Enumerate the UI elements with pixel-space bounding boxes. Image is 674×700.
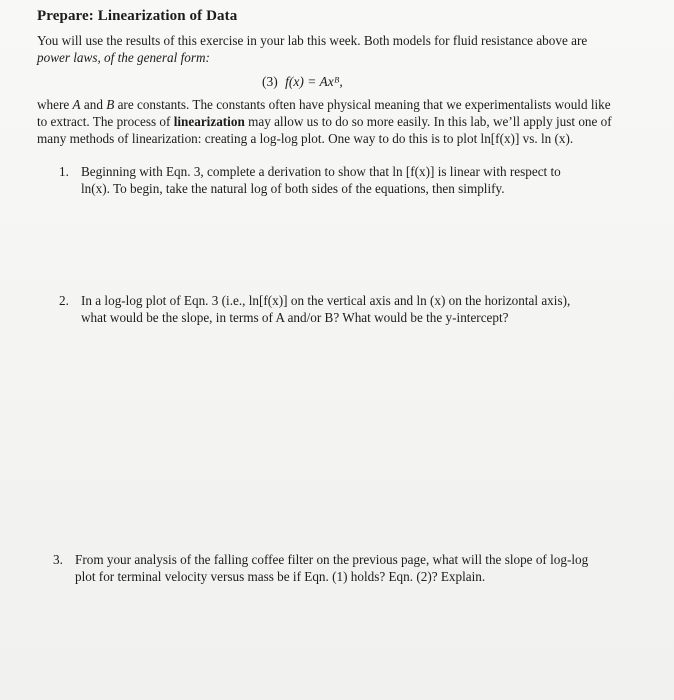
equation-3 xyxy=(262,74,343,90)
text-run: may allow us to do so more easily. In this lab, we’ll apply just one of xyxy=(244,114,612,129)
text-run: where xyxy=(37,97,73,112)
question-line: Beginning with Eqn. 3, complete a derivation to show that ln [f(x)] is linear with respect to xyxy=(81,164,561,179)
text-run: are constants. The constants often have physical meaning that we experimentalists would like xyxy=(114,97,611,112)
intro-line-2: power laws, of the general form: xyxy=(37,50,210,65)
intro-line-1: You will use the results of this exercise in your lab this week. Both models for fluid resistance above are xyxy=(37,33,588,48)
question-text xyxy=(81,163,621,197)
intro-paragraph xyxy=(37,32,637,66)
question-text xyxy=(81,292,621,326)
text-run: to extract. The process of xyxy=(37,114,174,129)
equation-label: (3) xyxy=(262,74,278,89)
page-title: Prepare: Linearization of Data xyxy=(37,8,238,24)
question-text xyxy=(75,551,615,585)
question-number: 3. xyxy=(53,552,63,567)
linearization-line-2 xyxy=(37,113,637,130)
linearization-line-3: many methods of linearization: creating a log-log plot. One way to do this is to plot ln[f(x)] vs. ln (x). xyxy=(37,131,574,146)
linearization-line-1 xyxy=(37,96,637,113)
question-line: ln(x). To begin, take the natural log of both sides of the equations, then simplify. xyxy=(81,181,505,196)
question-number: 1. xyxy=(59,164,69,179)
linearization-paragraph xyxy=(37,96,637,147)
equation-body: f(x) = Axᴮ, xyxy=(285,74,343,89)
question-line: From your analysis of the falling coffee filter on the previous page, what will the slope of log-log xyxy=(75,552,589,567)
question-number: 2. xyxy=(59,293,69,308)
question-line: what would be the slope, in terms of A and/or B? What would be the y-intercept? xyxy=(81,310,509,325)
text-run: and xyxy=(80,97,107,112)
var-a: A xyxy=(72,97,81,112)
var-b: B xyxy=(106,97,115,112)
bold-term: linearization xyxy=(173,114,245,129)
question-line: plot for terminal velocity versus mass be if Eqn. (1) holds? Eqn. (2)? Explain. xyxy=(75,569,486,584)
question-line: In a log-log plot of Eqn. 3 (i.e., ln[f(x)] on the vertical axis and ln (x) on the horizontal axis), xyxy=(81,293,571,308)
